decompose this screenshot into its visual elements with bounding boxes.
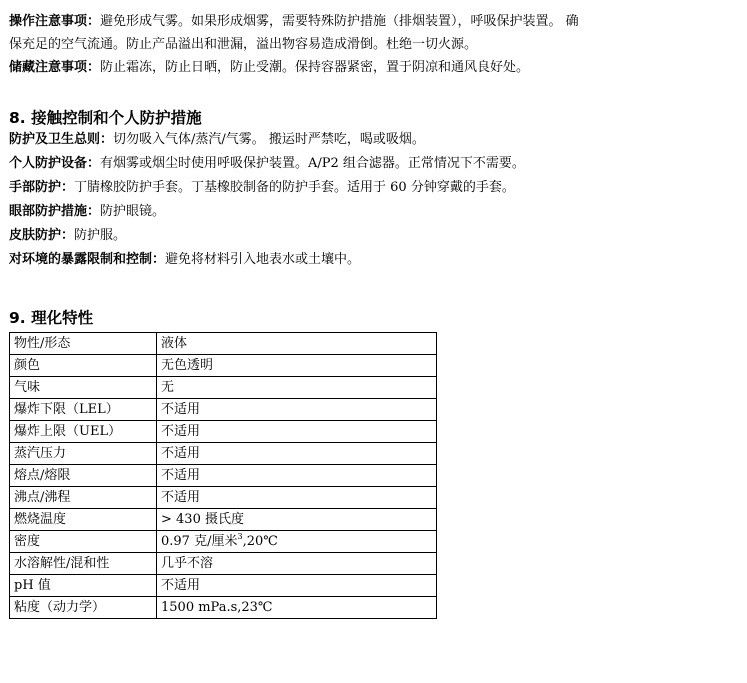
section-8-item-label: 手部防护： [9,180,75,195]
density-condition: ,20℃ [242,534,278,549]
property-value: 不适用 [157,443,437,465]
property-value: 1500 mPa.s,23℃ [157,597,437,619]
property-name: 气味 [10,377,157,399]
property-value: 不适用 [157,465,437,487]
table-row [10,531,437,553]
property-value: 无 [157,377,437,399]
property-value: 不适用 [157,399,437,421]
section-8-item-label: 个人防护设备： [9,156,101,171]
handling-precautions-text: 避免形成气雾。如果形成烟雾，需要特殊防护措施（排烟装置），呼吸保护装置。 确 [100,14,579,29]
properties-table [9,332,437,619]
property-value: > 430 摄氏度 [157,509,437,531]
property-name: 爆炸下限（LEL） [10,399,157,421]
property-value [157,531,437,553]
property-value: 不适用 [157,487,437,509]
section-8-item-text: 避免将材料引入地表水或土壤中。 [165,252,361,267]
section-8-item [9,226,743,246]
table-row [10,399,437,421]
handling-precautions-text-cont: 保充足的空气流通。防止产品溢出和泄漏，溢出物容易造成滑倒。杜绝一切火源。 [9,37,478,52]
section-8-item-label: 眼部防护措施： [9,204,101,219]
property-name: 水溶解性/混和性 [10,553,157,575]
property-name: pH 值 [10,575,157,597]
property-name: 沸点/沸程 [10,487,157,509]
storage-precautions-text: 防止霜冻，防止日晒，防止受潮。保持容器紧密，置于阴凉和通风良好处。 [100,60,530,75]
section-8-item [9,250,743,270]
property-name: 颜色 [10,355,157,377]
section-8-item-text: 有烟雾或烟尘时使用呼吸保护装置。A/P2 组合滤器。正常情况下不需要。 [100,156,525,171]
section-8-item [9,154,743,174]
property-name: 蒸汽压力 [10,443,157,465]
table-row [10,575,437,597]
table-row [10,377,437,399]
handling-precautions-line2 [9,35,743,55]
property-value: 不适用 [157,421,437,443]
table-row [10,443,437,465]
section-8-item-text: 切勿吸入气体/蒸汽/气雾。 搬运时严禁吃，喝或吸烟。 [113,132,425,147]
table-row [10,509,437,531]
section-8-item-label: 对环境的暴露限制和控制： [9,252,166,267]
section-8-item-label: 防护及卫生总则： [9,132,114,147]
property-name: 爆炸上限（UEL） [10,421,157,443]
section-8-item [9,178,743,198]
table-row [10,487,437,509]
section-8-item-label: 皮肤防护： [9,228,75,243]
section-9-heading: 9. 理化特性 [9,309,94,327]
property-name: 粘度（动力学） [10,597,157,619]
property-name: 密度 [10,531,157,553]
density-unit-exponent: 3 [237,531,243,541]
section-8-item-text: 丁腈橡胶防护手套。丁基橡胶制备的防护手套。适用于 60 分钟穿戴的手套。 [74,180,515,195]
section-8-item [9,130,743,150]
density-value: 0.97 克/厘米 [161,534,238,549]
section-8-item [9,202,743,222]
property-value: 几乎不溶 [157,553,437,575]
section-8-item-text: 防护服。 [74,228,127,243]
table-row [10,421,437,443]
table-row [10,597,437,619]
table-row [10,355,437,377]
table-row [10,553,437,575]
handling-precautions-label: 操作注意事项： [9,14,101,29]
table-row [10,333,437,355]
property-name: 物性/形态 [10,333,157,355]
property-name: 熔点/熔限 [10,465,157,487]
handling-precautions-line1 [9,12,743,32]
storage-precautions-label: 储藏注意事项： [9,60,101,75]
property-value: 不适用 [157,575,437,597]
table-row [10,465,437,487]
property-name: 燃烧温度 [10,509,157,531]
property-value: 无色透明 [157,355,437,377]
section-8-item-text: 防护眼镜。 [100,204,166,219]
section-8-heading: 8. 接触控制和个人防护措施 [9,109,202,127]
storage-precautions-line [9,58,743,78]
property-value: 液体 [157,333,437,355]
